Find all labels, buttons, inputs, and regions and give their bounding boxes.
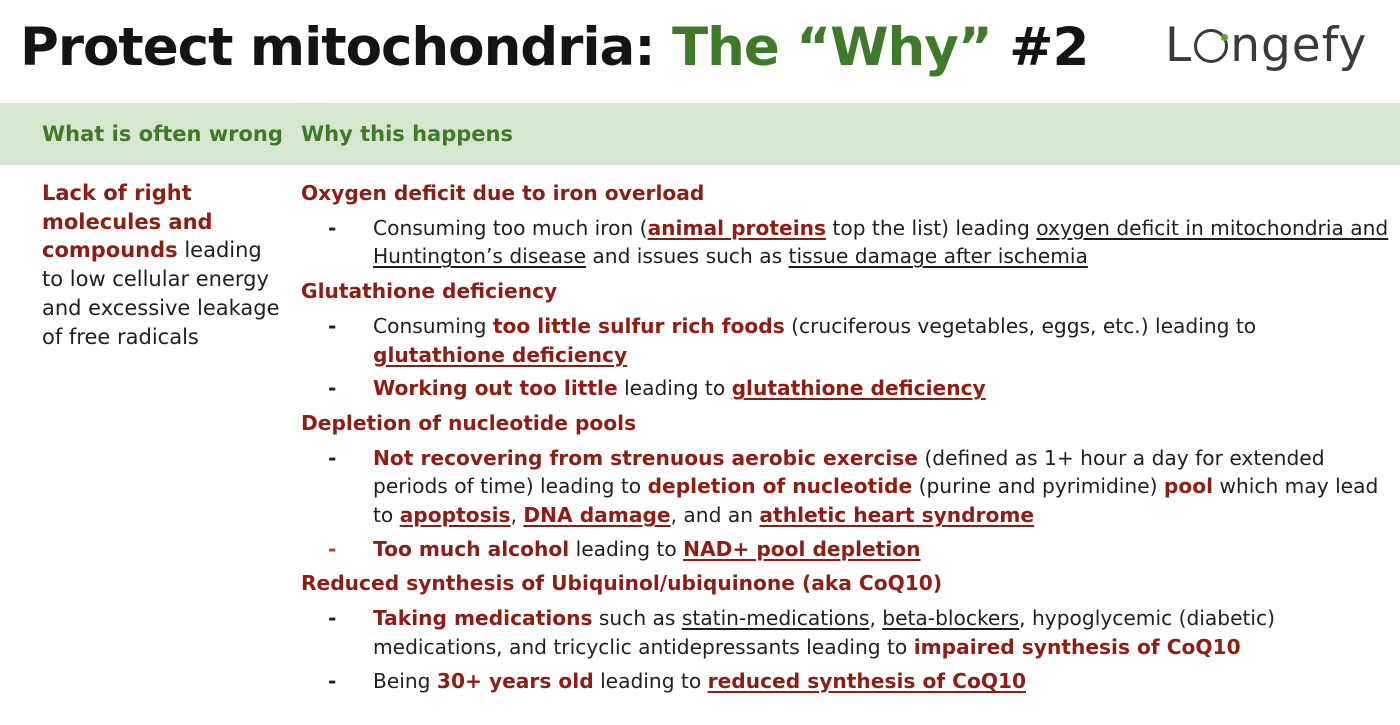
list-item [301,535,1391,564]
section-title: Oxygen deficit due to iron overload [301,181,705,205]
item-text: , [510,503,524,528]
section-title: Reduced synthesis of Ubiquinol/ubiquinone (aka CoQ10) [301,571,943,596]
dash-bullet: - [328,606,337,631]
item-emphasis: beta-blockers [882,606,1020,631]
item-emphasis: impaired synthesis of CoQ10 [913,634,1241,659]
bullet-list [301,214,1391,271]
problem-cell [42,179,282,351]
item-text: leading to [617,376,732,401]
reasons-cell [301,179,1391,701]
section-title: Depletion of nucleotide pools [301,410,637,435]
list-item [301,604,1391,661]
longefy-logo [1165,14,1380,78]
bullet-list [301,604,1391,695]
item-emphasis: animal proteins [647,215,827,240]
item-text: top the list) leading [826,215,1037,240]
item-emphasis: depletion of nucleotide [647,474,913,499]
dash-bullet: - [328,376,337,401]
logo-ring-icon [1194,29,1228,63]
item-text: , hypoglycemic (diabetic) medications, and tricyclic antidepressants leading to [373,606,1275,659]
item-emphasis: reduced synthesis of CoQ10 [707,668,1027,693]
item-emphasis: statin-medications [681,606,870,631]
problem-strong: Lack of right molecules and compounds [42,181,213,263]
item-text: Consuming [373,313,493,338]
item-text: , [869,606,883,631]
item-text: leading to [593,668,708,693]
logo-text-start: L [1165,18,1193,73]
bullet-list [301,312,1391,403]
title-accent: The “Why” [671,17,1010,78]
item-emphasis: Not recovering from strenuous aerobic exercise [373,445,918,470]
dash-bullet: - [328,445,337,470]
item-emphasis: tissue damage after ischemia [788,244,1088,269]
page-title [20,8,1088,88]
item-emphasis: DNA damage [523,503,671,528]
item-text: (defined as 1+ hour a day for extended periods of time) leading to [373,445,1325,499]
item-text: Being [373,668,437,693]
item-emphasis: glutathione deficiency [731,376,986,401]
dash-bullet: - [328,215,337,240]
item-text: (cruciferous vegetables, eggs, etc.) leading to [784,313,1257,338]
dash-bullet: - [328,668,337,693]
item-emphasis: NAD+ pool depletion [683,536,921,561]
item-emphasis: oxygen deficit in mitochondria and Huntington’s disease [373,215,1389,269]
list-item [301,444,1391,530]
item-emphasis: athletic heart syndrome [759,503,1035,528]
item-emphasis: too little sulfur rich foods [492,313,785,338]
section-title: Glutathione deficiency [301,279,558,304]
item-emphasis: apoptosis [399,503,511,528]
item-emphasis: pool [1163,474,1214,499]
dash-bullet: - [328,313,337,338]
item-emphasis: glutathione deficiency [373,342,628,367]
list-item [301,312,1391,369]
item-emphasis: 30+ years old [436,668,594,693]
item-emphasis: Too much alcohol [373,536,570,561]
bullet-list [301,444,1391,564]
list-item [301,667,1391,696]
title-main: Protect mitochondria: [20,17,672,78]
header-why-happens: Why this happens [301,122,513,146]
header-what-is-wrong: What is often wrong [42,122,283,146]
problem-rest: leading to low cellular energy and excessive leakage of free radicals [42,238,280,349]
title-suffix: #2 [1009,17,1089,78]
item-emphasis: Working out too little [373,376,618,401]
item-emphasis: Taking medications [373,606,593,631]
item-text: Consuming too much iron ( [373,215,648,240]
logo-text-end: ngefy [1230,18,1368,73]
item-text: (purine and pyrimidine) [912,474,1164,499]
item-text: which may lead to [373,474,1379,528]
item-text: and issues such as [585,244,789,269]
list-item [301,214,1391,271]
dash-bullet: - [328,536,337,561]
item-text: , and an [670,503,760,528]
item-text: such as [592,606,682,631]
item-text: leading to [569,536,684,561]
list-item [301,374,1391,403]
